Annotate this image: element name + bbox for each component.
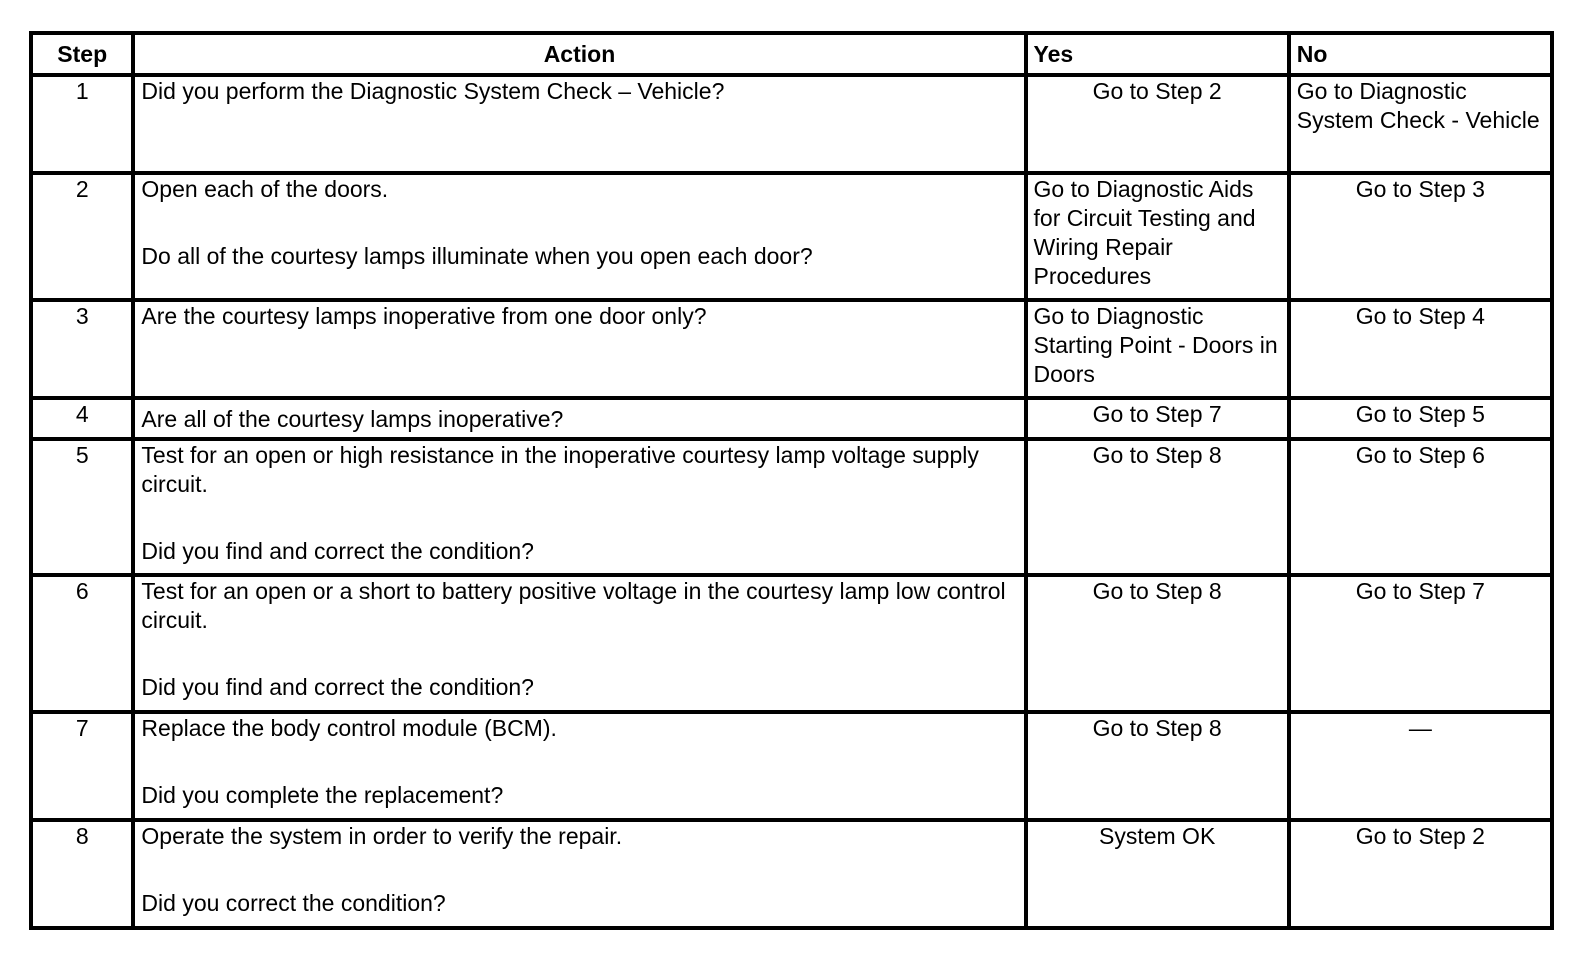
- table-row: [31, 398, 1552, 439]
- header-no: No: [1289, 33, 1552, 75]
- step-number: 5: [31, 439, 133, 575]
- action-cell: [133, 712, 1025, 820]
- table-row: [31, 439, 1552, 575]
- action-cell: [133, 75, 1025, 173]
- action-text: Open each of the doors.: [141, 176, 389, 202]
- step-number: 4: [31, 398, 133, 439]
- no-cell: —: [1289, 712, 1552, 820]
- no-cell: Go to Step 6: [1289, 439, 1552, 575]
- yes-cell: System OK: [1026, 820, 1289, 928]
- table-row: [31, 820, 1552, 928]
- action-text: Test for an open or a short to battery positive voltage in the courtesy lamp low control circuit.: [141, 578, 1006, 633]
- action-cell: [133, 820, 1025, 928]
- no-cell: Go to Step 2: [1289, 820, 1552, 928]
- no-cell: Go to Step 5: [1289, 398, 1552, 439]
- action-question: Did you find and correct the condition?: [141, 538, 534, 564]
- action-text: Test for an open or high resistance in the inoperative courtesy lamp voltage supply circuit.: [141, 442, 979, 497]
- header-action: Action: [133, 33, 1025, 75]
- action-cell: [133, 439, 1025, 575]
- action-question: Did you find and correct the condition?: [141, 674, 534, 700]
- action-text: Replace the body control module (BCM).: [141, 715, 557, 741]
- yes-cell: Go to Step 2: [1026, 75, 1289, 173]
- action-text: Did you perform the Diagnostic System Check – Vehicle?: [141, 78, 725, 104]
- action-text: Are all of the courtesy lamps inoperative?: [141, 406, 564, 432]
- action-question: Did you correct the condition?: [141, 890, 446, 916]
- yes-cell: Go to Step 7: [1026, 398, 1289, 439]
- step-number: 6: [31, 575, 133, 712]
- header-step: Step: [31, 33, 133, 75]
- action-text: Are the courtesy lamps inoperative from one door only?: [141, 303, 707, 329]
- yes-cell: Go to Diagnostic Starting Point - Doors in Doors: [1026, 300, 1289, 398]
- no-cell: Go to Step 4: [1289, 300, 1552, 398]
- header-row: [31, 33, 1552, 75]
- yes-cell: Go to Diagnostic Aids for Circuit Testing and Wiring Repair Procedures: [1026, 173, 1289, 300]
- no-cell: Go to Diagnostic System Check - Vehicle: [1289, 75, 1552, 173]
- diagnostic-table: [29, 31, 1554, 930]
- table-row: [31, 75, 1552, 173]
- table-row: [31, 712, 1552, 820]
- table-row: [31, 300, 1552, 398]
- step-number: 1: [31, 75, 133, 173]
- action-cell: [133, 300, 1025, 398]
- step-number: 7: [31, 712, 133, 820]
- table-row: [31, 173, 1552, 300]
- action-cell: [133, 575, 1025, 712]
- action-question: Do all of the courtesy lamps illuminate when you open each door?: [141, 243, 813, 269]
- table-row: [31, 575, 1552, 712]
- action-text: Operate the system in order to verify the repair.: [141, 823, 623, 849]
- action-cell: [133, 398, 1025, 439]
- yes-cell: Go to Step 8: [1026, 712, 1289, 820]
- action-question: Did you complete the replacement?: [141, 782, 504, 808]
- yes-cell: Go to Step 8: [1026, 439, 1289, 575]
- step-number: 2: [31, 173, 133, 300]
- no-cell: Go to Step 3: [1289, 173, 1552, 300]
- step-number: 8: [31, 820, 133, 928]
- step-number: 3: [31, 300, 133, 398]
- header-yes: Yes: [1026, 33, 1289, 75]
- no-cell: Go to Step 7: [1289, 575, 1552, 712]
- yes-cell: Go to Step 8: [1026, 575, 1289, 712]
- action-cell: [133, 173, 1025, 300]
